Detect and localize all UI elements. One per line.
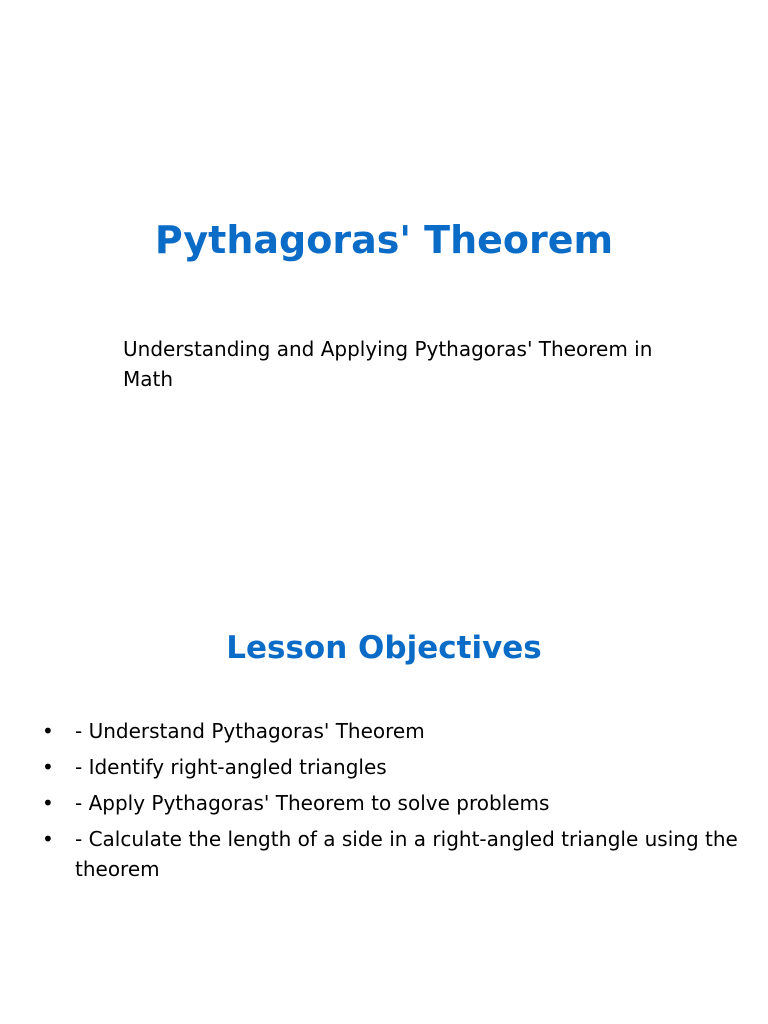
slide-subtitle: Understanding and Applying Pythagoras' Theorem in Math (123, 337, 653, 391)
objectives-list (40, 716, 740, 890)
list-item (40, 752, 740, 782)
bullet-icon: • (42, 719, 54, 743)
section-title: Lesson Objectives (226, 630, 542, 666)
list-item-text: - Identify right-angled triangles (75, 755, 387, 779)
objectives-slide (0, 512, 768, 1024)
list-item (40, 824, 740, 884)
bullet-icon: • (42, 827, 54, 851)
list-item-text: - Calculate the length of a side in a right-angled triangle using the theorem (75, 827, 738, 881)
slide-title: Pythagoras' Theorem (154, 218, 614, 262)
list-item-text: - Understand Pythagoras' Theorem (75, 719, 425, 743)
list-item (40, 716, 740, 746)
bullet-icon: • (42, 791, 54, 815)
bullet-icon: • (42, 755, 54, 779)
list-item (40, 788, 740, 818)
list-item-text: - Apply Pythagoras' Theorem to solve problems (75, 791, 550, 815)
